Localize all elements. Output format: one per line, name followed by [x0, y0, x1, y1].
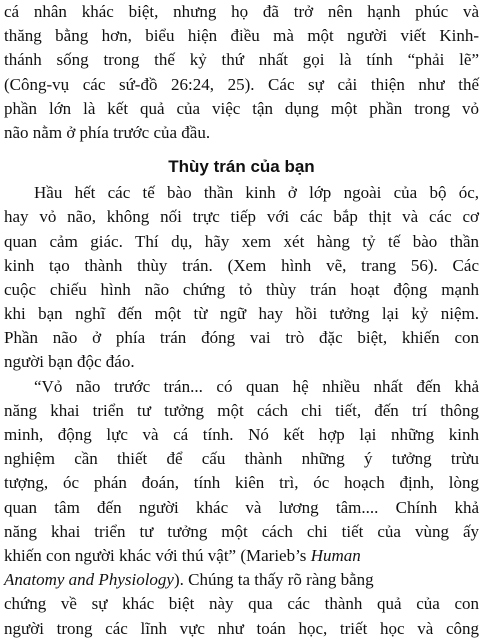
text-line: năng khai triển tư tưởng một cách chi tiết của vùng ấy [4, 521, 479, 541]
text-fragment: khiến con người khác với thú vật” (Marieb’s [4, 545, 311, 565]
text-line: cá nhân khác biệt, nhưng họ đã trở nên hạnh phúc và [4, 2, 479, 21]
book-title-italic: Human [310, 545, 361, 565]
paragraph-intro [4, 0, 479, 145]
text-line-with-citation [4, 544, 479, 568]
text-line: tượng, óc phán đoán, tính kiên trì, óc hoạch định, lòng [4, 473, 479, 493]
text-line: Phần não ở phía trán đóng vai trò đặc biệt, khiến con [4, 328, 479, 348]
text-line: quan tâm đến người khác và lương tâm.... Chính khả [4, 497, 479, 517]
text-line: phần lớn là kết quả của việc tận dụng một phần trong vỏ [4, 98, 479, 118]
text-line: minh, động lực và cá tính. Nó kết hợp lại những kinh [4, 425, 479, 444]
text-line: não nằm ở phía trước của đầu. [4, 122, 211, 142]
text-line: hay vỏ não, không nối trực tiếp với các bắp thịt và các cơ [4, 207, 479, 227]
text-line-with-citation [4, 568, 479, 592]
section-heading: Thùy trán của bạn [168, 157, 315, 177]
text-line: người bạn độc đáo. [4, 352, 135, 372]
paragraph-quote [4, 375, 479, 641]
text-line: quan cảm giác. Thí dụ, hãy xem xét hàng tỷ tế bào thần [4, 231, 479, 251]
text-line: (Công-vụ các sứ-đồ 26:24, 25). Các sự cải thiện như thế [4, 74, 479, 94]
text-line: năng khai triển tư tưởng một cách chi tiết, đến trí thông [4, 400, 479, 420]
text-line: chứng về sự khác biệt này qua các thành quả của con [4, 594, 479, 614]
text-line: “Vỏ não trước trán... có quan hệ nhiều nhất đến khả [34, 376, 479, 396]
text-line: khi bạn nghĩ đến một từ ngữ hay hồi tưởng lại kỷ niệm. [4, 304, 479, 324]
text-line: Hầu hết các tế bào thần kinh ở lớp ngoài của bộ óc, [34, 183, 479, 203]
text-line: kinh tạo thành thùy trán. (Xem hình vẽ, trang 56). Các [4, 255, 479, 275]
text-line: thánh sống trong thế kỷ thứ nhất gọi là tính “phải lẽ” [4, 50, 479, 70]
paragraph-frontal-lobe [4, 181, 479, 375]
text-line: cuộc chiếu hình não chứng tỏ thùy trán hoạt động mạnh [4, 279, 479, 299]
text-line: nghiệm cần thiết để cấu thành những ý tưởng trừu [4, 449, 479, 469]
text-fragment: ). Chúng ta thấy rõ ràng bằng [173, 570, 374, 590]
book-title-italic: Anatomy and Physiology [4, 570, 174, 590]
text-line: người trong các lĩnh vực như toán học, triết học và công [4, 618, 479, 638]
text-line: thăng bằng hơn, biểu hiện điều mà một người viết Kinh- [4, 26, 479, 46]
